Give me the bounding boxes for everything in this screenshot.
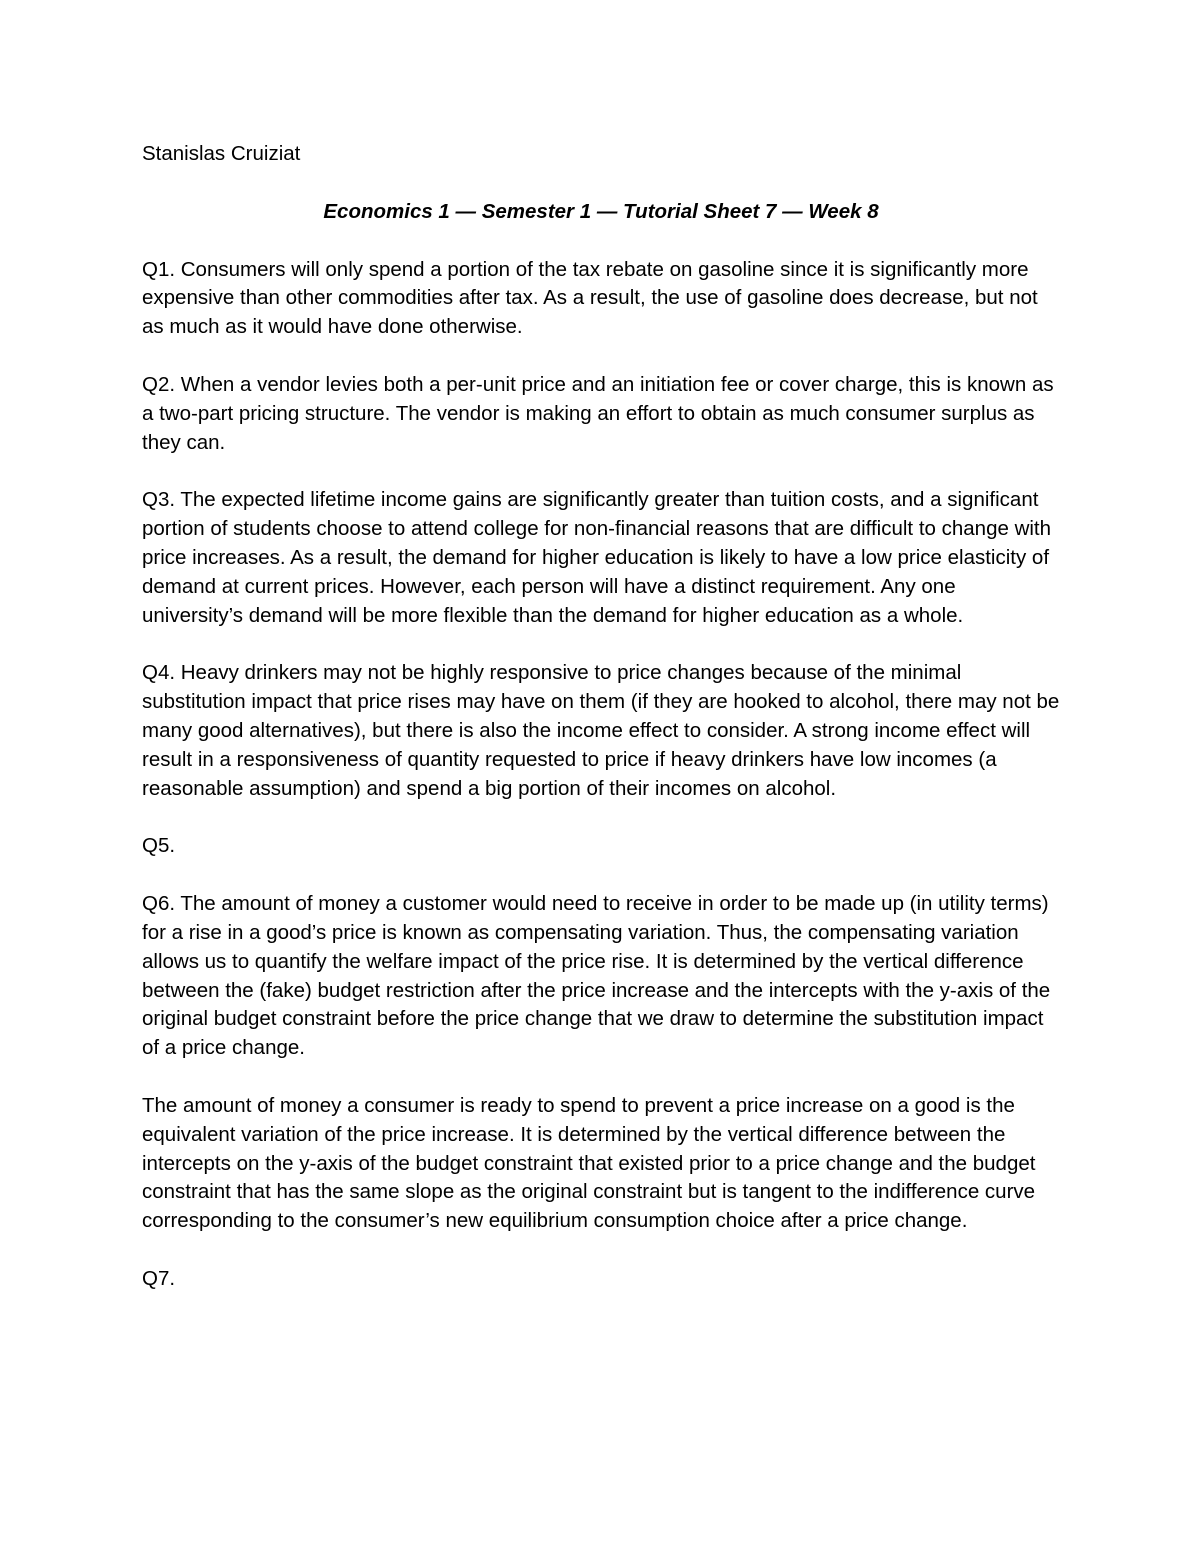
answer-q1: Q1. Consumers will only spend a portion of the tax rebate on gasoline since it is significantly more expensive than other commodities after tax. As a result, the use of gasoline does decrease, but not as much as it would have done otherwise. <box>142 257 1038 339</box>
document-title: Economics 1 — Semester 1 — Tutorial Sheet 7 — Week 8 <box>323 199 879 223</box>
answer-q7: Q7. <box>142 1266 176 1290</box>
answer-q6-equivalent-variation: The amount of money a consumer is ready to spend to prevent a price increase on a good is the equivalent variation of the price increase. It is determined by the vertical difference between the intercepts on the y-axis of the budget constraint that existed prior to a price change and the budget constraint that has the same slope as the original constraint but is tangent to the indifference curve corresponding to the consumer’s new equilibrium consumption choice after a price change. <box>142 1093 1036 1233</box>
answer-q5: Q5. <box>142 834 176 858</box>
author-name: Stanislas Cruiziat <box>142 142 301 165</box>
answer-q3: Q3. The expected lifetime income gains are significantly greater than tuition costs, and a significant portion of students choose to attend college for non-financial reasons that are difficult to change with price increases. As a result, the demand for higher education is likely to have a low price elasticity of demand at current prices. However, each person will have a distinct requirement. Any one university’s demand will be more flexible than the demand for higher education as a whole. <box>142 488 1052 627</box>
answer-q6-compensating-variation: Q6. The amount of money a customer would need to receive in order to be made up (in utility terms) for a rise in a good’s price is known as compensating variation. Thus, the compensating variation allows us to quantify the welfare impact of the price rise. It is determined by the vertical difference between the (fake) budget restriction after the price increase and the intercepts with the y-axis of the original budget constraint before the price change that we draw to determine the substitution impact of a price change. <box>142 892 1051 1060</box>
answer-q4: Q4. Heavy drinkers may not be highly responsive to price changes because of the minimal substitution impact that price rises may have on them (if they are hooked to alcohol, there may not be many good alternatives), but there is also the income effect to consider. A strong income effect will result in a responsiveness of quantity requested to price if heavy drinkers have low incomes (a reasonable assumption) and spend a big portion of their incomes on alcohol. <box>142 661 1060 800</box>
answer-q2: Q2. When a vendor levies both a per-unit price and an initiation fee or cover charge, this is known as a two-part pricing structure. The vendor is making an effort to obtain as much consumer surplus as they can. <box>142 372 1054 454</box>
